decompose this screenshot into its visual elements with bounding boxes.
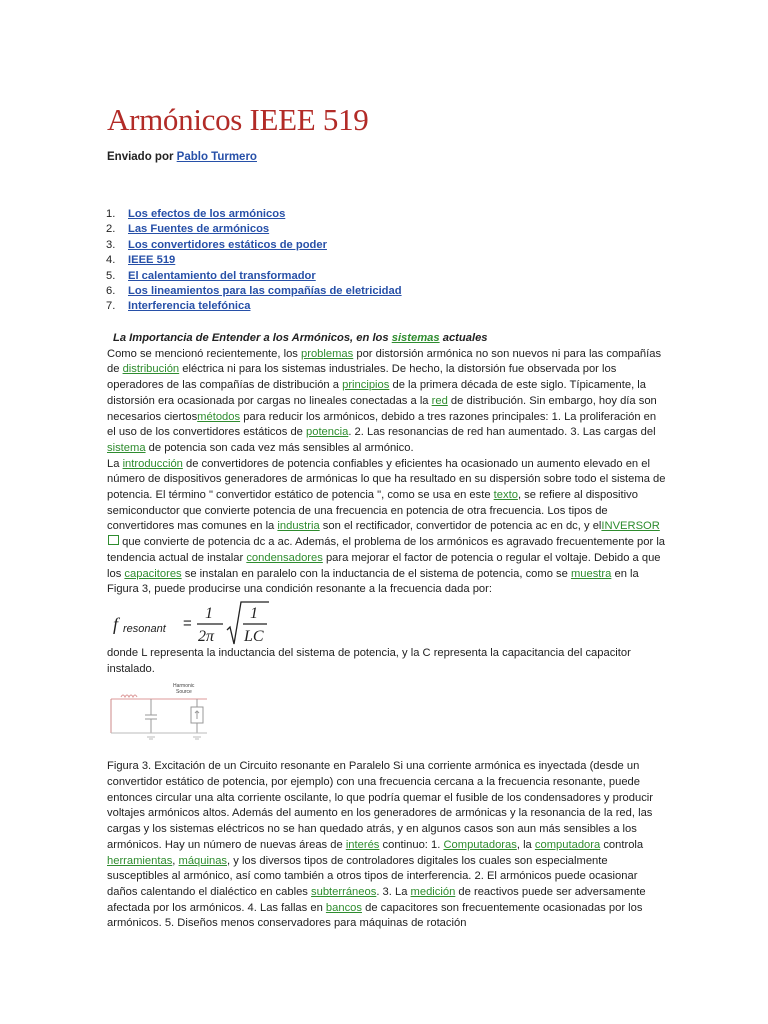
- text: , se refiere al dispositivo semiconductor que convierte potencia de una frecuencia en potencia de otra frecuencia. Los tipos de convertidores mas comunes en la: [107, 489, 638, 533]
- toc-item: [106, 253, 402, 268]
- text: de potencia son cada vez más sensibles al armónico.: [145, 441, 414, 454]
- paragraph-1: [107, 347, 667, 457]
- formula-denominator: 2π: [198, 627, 215, 645]
- toc-number: 2.: [106, 223, 116, 236]
- toc-item: [106, 222, 402, 237]
- inductor-icon: [121, 695, 137, 697]
- paragraph-2: [107, 457, 667, 598]
- text: eléctrica ni para los sistemas industriales. De hecho, la distorsión fue observada por los operadores de las compañías de distribución a: [107, 363, 617, 392]
- resonant-frequency-formula: [107, 600, 667, 646]
- formula-subscript: resonant: [123, 622, 166, 635]
- link-condensadores[interactable]: condensadores: [246, 551, 323, 564]
- article-body: [107, 331, 667, 932]
- text: La: [107, 457, 123, 470]
- toc-number: 7.: [106, 300, 116, 313]
- text: . 3. La: [376, 885, 411, 898]
- link-sistemas[interactable]: sistemas: [391, 332, 440, 344]
- link-principios[interactable]: principios: [342, 379, 390, 392]
- text: , la: [516, 838, 535, 851]
- text: por distorsión armónica no son nuevos ni para las compañías de: [107, 347, 662, 376]
- text: Figura 3. Excitación de un Circuito resonante en Paralelo Si una corriente armónica es inyectada (desde un convertidor estático de potencia, por ejemplo) con una frecuencia cercana a la frecuencia resonante, puede entonces circular una alta corriente oscilante, lo que podría quemar el fusible de los condensadores y producir voltajes armónicos altos. Además del aumento en los generadores de armónicas y la resonancia de la red, las cargas y los sistemas eléctricos no se han quedado atrás, y en algunos casos son aun más sensibles a los armónicos. Hay un número de nuevas áreas de: [107, 760, 654, 851]
- link-herramientas[interactable]: herramientas: [107, 854, 173, 867]
- byline: [107, 151, 257, 163]
- circuit-graphic: [107, 681, 217, 747]
- link-metodos[interactable]: métodos: [197, 410, 241, 423]
- link-computadoras[interactable]: Computadoras: [443, 838, 517, 851]
- text: controla: [600, 838, 644, 851]
- text: de capacitores son frecuentemente ocasionadas por los armónicos. 5. Diseños menos conservadores para máquinas de rotación: [107, 901, 643, 930]
- toc-link-convertidores[interactable]: Los convertidores estáticos de poder: [128, 238, 327, 251]
- toc-item: [106, 299, 402, 314]
- link-distribucion[interactable]: distribución: [122, 363, 180, 376]
- toc-number: 6.: [106, 284, 116, 297]
- link-red[interactable]: red: [431, 394, 448, 407]
- text: Como se mencionó recientemente, los: [107, 347, 302, 360]
- section-heading: [107, 331, 667, 347]
- circuit-label-harmonic: Harmonic: [173, 683, 195, 690]
- text: para reducir los armónicos, debido a tres razones principales: 1. La proliferación en el uso de los convertidores estáticos de: [107, 410, 657, 439]
- link-introduccion[interactable]: introducción: [122, 457, 183, 470]
- formula-numerator: 1: [205, 604, 213, 622]
- toc-number: 1.: [106, 208, 116, 220]
- toc-number: 4.: [106, 254, 116, 267]
- toc-number: 5.: [106, 269, 116, 282]
- capacitor-icon: [145, 699, 157, 733]
- text: de reactivos puede ser adversamente afectada por los armónicos. 4. Las fallas en: [107, 885, 646, 914]
- text: en la Figura 3, puede producirse una condición resonante a la frecuencia dada por:: [107, 567, 639, 596]
- paragraph-4: [107, 759, 667, 932]
- link-inversor[interactable]: INVERSOR: [601, 520, 660, 533]
- root-denominator: LC: [244, 627, 264, 645]
- text: se instalan en paralelo con la inductancia de el sistema de potencia, como se: [181, 567, 571, 580]
- ground-icon: [147, 737, 155, 739]
- link-maquinas[interactable]: máquinas: [178, 854, 228, 867]
- link-muestra[interactable]: muestra: [570, 567, 612, 580]
- link-industria[interactable]: industria: [277, 520, 320, 533]
- byline-prefix: Enviado por: [107, 151, 174, 163]
- text: , y los diversos tipos de controladores digitales los cuales son especialmente susceptibles al armónico, así como también a otros tipos de interferencia. 2. El armónicos puede ocasionar daños calentando el dialéctico en cables: [107, 854, 638, 898]
- article-title: Armónicos IEEE 519: [107, 102, 369, 137]
- ground-icon-2: [193, 737, 201, 739]
- link-problemas[interactable]: problemas: [301, 347, 354, 360]
- text: que convierte de potencia dc a ac. Además, el problema de los armónicos es agravado frecuentemente por la tendencia actual de instalar: [107, 536, 666, 564]
- toc-item: [106, 269, 402, 284]
- link-subterraneos[interactable]: subterráneos: [311, 885, 377, 898]
- link-sistema[interactable]: sistema: [107, 441, 146, 454]
- link-computadora[interactable]: computadora: [534, 838, 601, 851]
- root-numerator: 1: [250, 604, 258, 622]
- toc-link-lineamientos[interactable]: Los lineamientos para las compañías de eletricidad: [128, 284, 402, 297]
- text: de la primera década de este siglo. Típicamente, la distorsión era ocasionada por cargas no lineales conectadas a la: [107, 379, 646, 407]
- formula-f: f: [113, 613, 119, 634]
- toc-item: [106, 207, 402, 222]
- text: continuo: 1.: [379, 838, 444, 851]
- heading-text: La Importancia de Entender a los Armónicos, en los: [113, 332, 389, 344]
- circuit-label-source: Source: [176, 689, 192, 696]
- toc-link-fuentes[interactable]: Las Fuentes de armónicos: [128, 223, 270, 236]
- text: ,: [172, 854, 179, 867]
- text: para mejorar el factor de potencia o regular el voltaje. Debido a que los: [107, 551, 661, 580]
- formula-equals: =: [183, 614, 192, 632]
- toc-link-efectos[interactable]: Los efectos de los armónicos: [128, 208, 286, 220]
- toc-link-interferencia[interactable]: Interferencia telefónica: [128, 300, 251, 313]
- link-potencia[interactable]: potencia: [306, 426, 349, 439]
- text: son el rectificador, convertidor de potencia ac en dc, y el: [319, 520, 602, 533]
- circuit-diagram: [107, 681, 667, 747]
- source-arrow: [195, 699, 199, 733]
- toc-number: 3.: [106, 238, 116, 251]
- paragraph-3: donde L representa la inductancia del sistema de potencia, y la C representa la capacitancia del capacitor instalado.: [107, 646, 631, 675]
- link-bancos[interactable]: bancos: [325, 901, 362, 914]
- text: de distribución. Sin embargo, hoy día son necesarios ciertos: [107, 394, 657, 423]
- author-link[interactable]: Pablo Turmero: [176, 151, 257, 163]
- toc-link-ieee-519[interactable]: IEEE 519: [128, 254, 176, 267]
- table-of-contents: [106, 207, 402, 315]
- link-medicion[interactable]: medición: [410, 885, 456, 898]
- formula-graphic: [111, 600, 311, 646]
- toc-item: [106, 238, 402, 253]
- link-texto[interactable]: texto: [493, 489, 518, 502]
- link-interes[interactable]: interés: [345, 838, 380, 851]
- external-link-icon: [108, 535, 119, 545]
- link-capacitores[interactable]: capacitores: [124, 567, 182, 580]
- toc-item: [106, 284, 402, 299]
- text: . 2. Las resonancias de red han aumentado. 3. Las cargas del: [348, 426, 656, 439]
- text: de convertidores de potencia confiables y eficientes ha ocasionado un aumento elevado en el número de dispositivos generadores de armónicas lo que ha resultado en su dispersión sobre todo el sistema de potencia. El término " convertidor estático de potencia ", como se usa en este: [107, 457, 666, 502]
- toc-link-calentamiento[interactable]: El calentamiento del transformador: [128, 269, 316, 282]
- heading-text-end: actuales: [442, 332, 488, 344]
